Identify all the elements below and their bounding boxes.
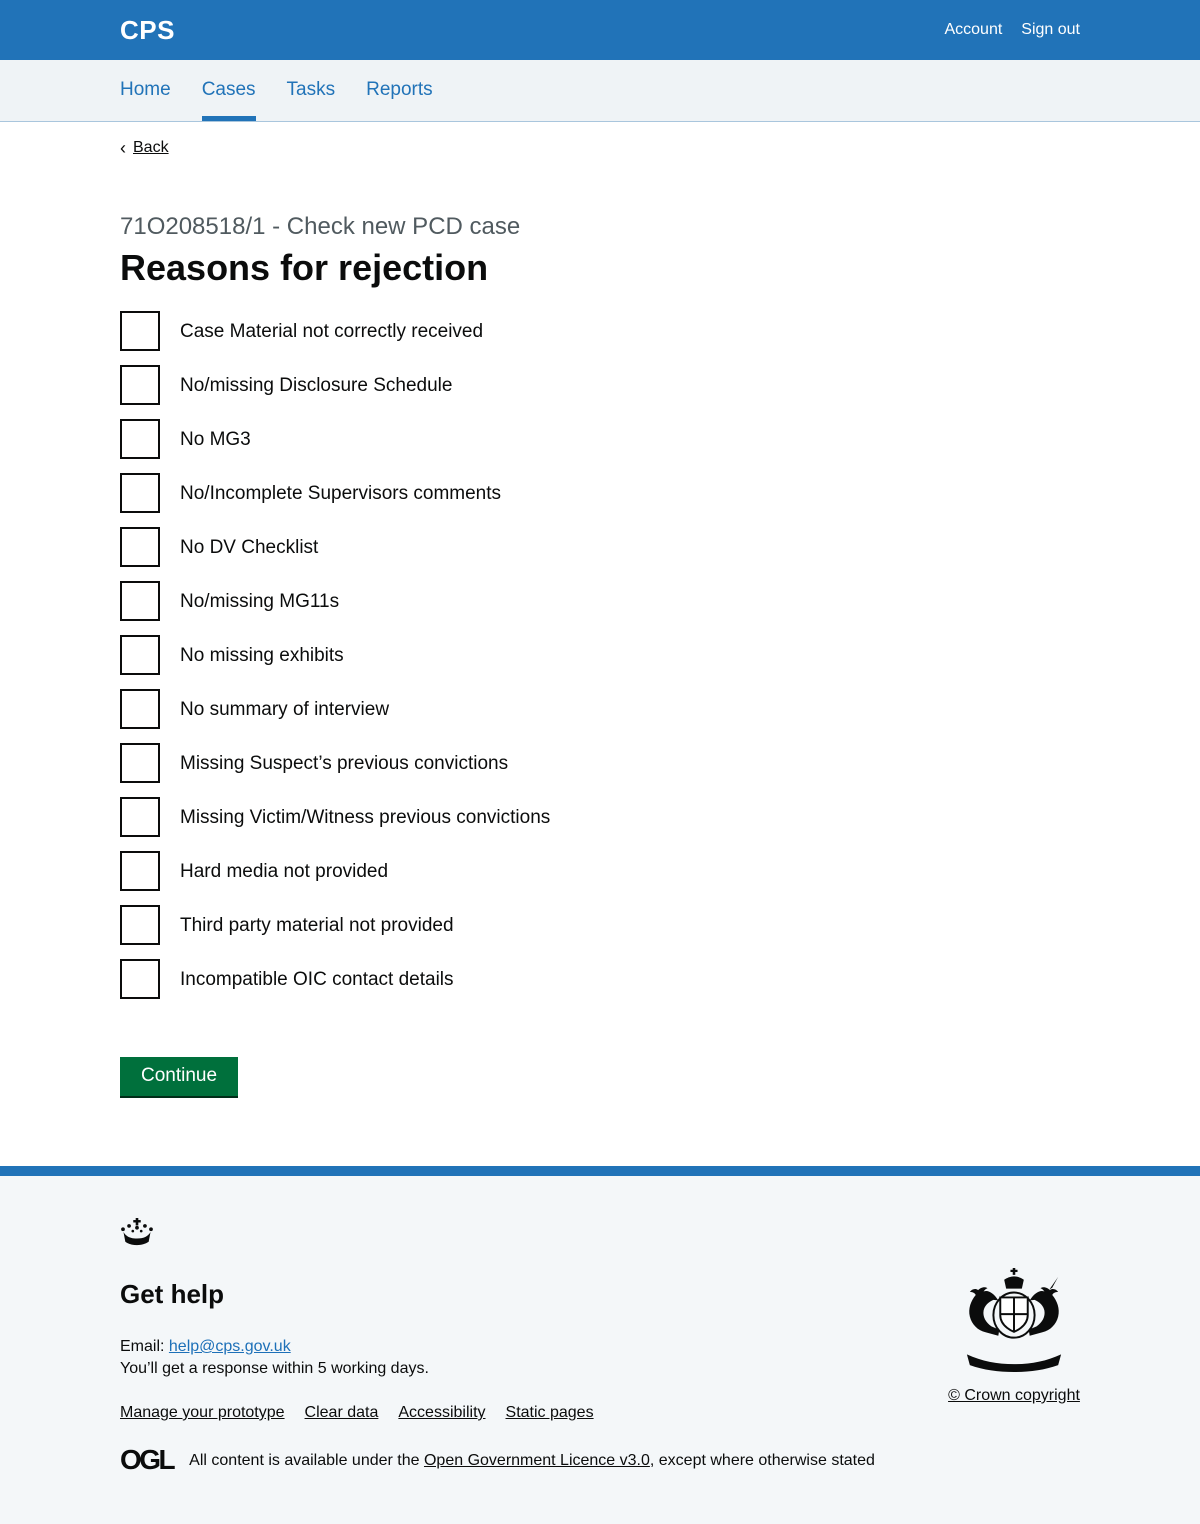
main-content xyxy=(0,122,1200,1166)
royal-coat-of-arms-icon xyxy=(954,1268,1074,1372)
checkbox-label-missing-exhibits[interactable]: No missing exhibits xyxy=(180,644,344,666)
licence-prefix: All content is available under the xyxy=(189,1451,424,1469)
checkbox-label-mg11s[interactable]: No/missing MG11s xyxy=(180,590,340,612)
checkbox-item xyxy=(120,365,1080,405)
licence-row xyxy=(120,1446,1080,1474)
checkbox-item xyxy=(120,797,1080,837)
checkbox-dv-checklist[interactable] xyxy=(120,527,160,567)
checkbox-item xyxy=(120,743,1080,783)
get-help-heading: Get help xyxy=(120,1279,225,1309)
checkbox-item xyxy=(120,851,1080,891)
checkbox-label-oic-contact-details[interactable]: Incompatible OIC contact details xyxy=(180,968,454,990)
account-link[interactable]: Account xyxy=(944,21,1003,38)
crown-copyright-link[interactable]: © Crown copyright xyxy=(948,1387,1080,1404)
checkbox-item xyxy=(120,689,1080,729)
clear-data-link[interactable]: Clear data xyxy=(304,1404,379,1421)
checkbox-label-supervisors-comments[interactable]: No/Incomplete Supervisors comments xyxy=(180,482,502,504)
checkbox-label-summary-of-interview[interactable]: No summary of interview xyxy=(180,698,390,720)
checkbox-third-party-material[interactable] xyxy=(120,905,160,945)
static-pages-link[interactable]: Static pages xyxy=(505,1404,594,1421)
checkbox-label-case-material[interactable]: Case Material not correctly received xyxy=(180,320,484,342)
checkbox-label-hard-media[interactable]: Hard media not provided xyxy=(180,860,389,882)
nav-item-tasks[interactable]: Tasks xyxy=(286,79,336,100)
checkbox-disclosure-schedule[interactable] xyxy=(120,365,160,405)
licence-text xyxy=(189,1450,875,1471)
checkbox-label-no-mg3[interactable]: No MG3 xyxy=(180,428,251,450)
email-label: Email: xyxy=(120,1338,169,1355)
checkbox-mg11s[interactable] xyxy=(120,581,160,621)
ogl-logo: OGL xyxy=(120,1444,174,1475)
nav-item-reports[interactable]: Reports xyxy=(366,79,433,100)
primary-nav xyxy=(0,60,1200,122)
case-caption: 71O208518/1 - Check new PCD case xyxy=(120,213,521,240)
header-links xyxy=(944,21,1080,39)
footer xyxy=(0,1166,1200,1524)
checkbox-label-third-party-material[interactable]: Third party material not provided xyxy=(180,914,454,936)
checkbox-label-victim-witness-previous-convictions[interactable]: Missing Victim/Witness previous convictions xyxy=(180,806,551,828)
checkbox-oic-contact-details[interactable] xyxy=(120,959,160,999)
manage-prototype-link[interactable]: Manage your prototype xyxy=(120,1404,285,1421)
back-link[interactable] xyxy=(120,139,169,157)
checkbox-item xyxy=(120,635,1080,675)
footer-right xyxy=(948,1268,1080,1405)
response-text: You’ll get a response within 5 working days. xyxy=(120,1360,429,1377)
checkbox-hard-media[interactable] xyxy=(120,851,160,891)
rejection-reasons-list xyxy=(120,311,1080,999)
checkbox-item xyxy=(120,419,1080,459)
nav-item-home[interactable]: Home xyxy=(120,79,171,100)
app-logo[interactable]: CPS xyxy=(120,14,175,45)
checkbox-missing-exhibits[interactable] xyxy=(120,635,160,675)
checkbox-victim-witness-previous-convictions[interactable] xyxy=(120,797,160,837)
checkbox-label-dv-checklist[interactable]: No DV Checklist xyxy=(180,536,319,558)
checkbox-suspect-previous-convictions[interactable] xyxy=(120,743,160,783)
checkbox-no-mg3[interactable] xyxy=(120,419,160,459)
accessibility-link[interactable]: Accessibility xyxy=(398,1404,486,1421)
help-email-link[interactable]: help@cps.gov.uk xyxy=(168,1338,291,1355)
email-line xyxy=(120,1336,1080,1357)
checkbox-item xyxy=(120,527,1080,567)
chevron-left-icon: ‹ xyxy=(120,138,126,158)
crown-icon xyxy=(120,1218,154,1246)
ogl-licence-link[interactable]: Open Government Licence v3.0 xyxy=(423,1451,650,1469)
signout-link[interactable]: Sign out xyxy=(1021,21,1080,38)
checkbox-item xyxy=(120,581,1080,621)
back-link-label: Back xyxy=(133,139,169,156)
checkbox-supervisors-comments[interactable] xyxy=(120,473,160,513)
checkbox-item xyxy=(120,905,1080,945)
footer-meta-links xyxy=(120,1404,1080,1422)
header xyxy=(0,0,1200,60)
page-title: Reasons for rejection xyxy=(120,247,489,288)
checkbox-label-disclosure-schedule[interactable]: No/missing Disclosure Schedule xyxy=(180,374,453,396)
nav-item-cases[interactable]: Cases xyxy=(202,60,256,121)
checkbox-item xyxy=(120,473,1080,513)
checkbox-summary-of-interview[interactable] xyxy=(120,689,160,729)
checkbox-item xyxy=(120,959,1080,999)
checkbox-case-material[interactable] xyxy=(120,311,160,351)
checkbox-label-suspect-previous-convictions[interactable]: Missing Suspect’s previous convictions xyxy=(180,752,509,774)
continue-button[interactable]: Continue xyxy=(120,1057,238,1096)
licence-suffix: , except where otherwise stated xyxy=(649,1451,875,1469)
checkbox-item xyxy=(120,311,1080,351)
